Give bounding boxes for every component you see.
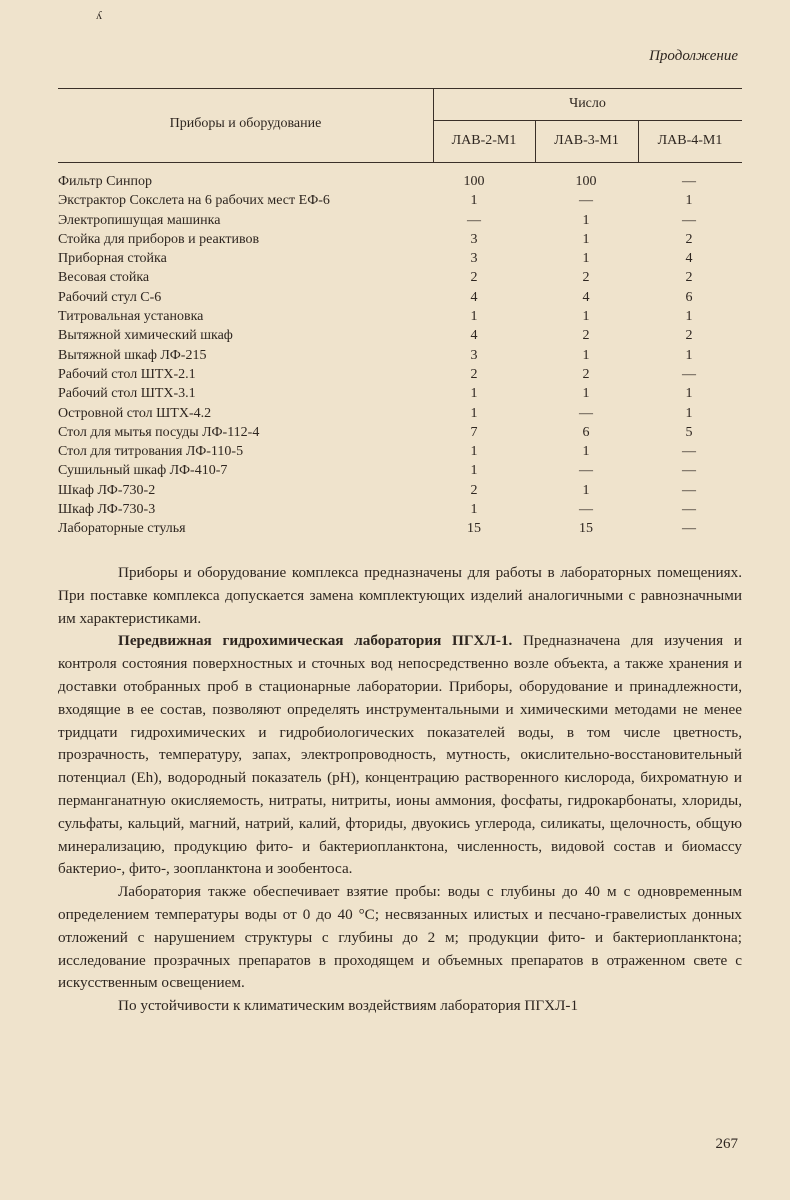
equipment-name: Лабораторные стулья [58, 521, 186, 537]
table-header-bottom-rule [58, 162, 742, 163]
table-row [58, 172, 742, 191]
corner-mark: ʎ [96, 8, 102, 22]
equipment-name: Стол для мытья посуды ЛФ-112-4 [58, 424, 260, 440]
equipment-name: Фильтр Синпор [58, 174, 152, 189]
equipment-name: Сушильный шкаф ЛФ-410-7 [58, 463, 228, 479]
count-cell: 1 [470, 193, 478, 209]
equipment-table-body [58, 172, 742, 539]
table-row [58, 442, 742, 461]
table-header-lav3: ЛАВ-3-М1 [554, 133, 619, 148]
count-cell: 6 [685, 289, 693, 305]
equipment-name: Приборная стойка [58, 251, 167, 267]
count-cell: — [579, 193, 593, 209]
table-header-equipment: Приборы и оборудование [169, 116, 322, 131]
count-cell: 100 [463, 174, 485, 189]
table-row [58, 384, 742, 403]
count-cell: — [467, 212, 481, 228]
count-cell: 1 [582, 212, 590, 228]
count-cell: 1 [685, 386, 693, 402]
count-cell: 1 [685, 405, 693, 421]
count-cell: — [682, 521, 696, 537]
table-row [58, 211, 742, 230]
count-cell: 1 [582, 231, 590, 247]
paragraph: Приборы и оборудование комплекса предназначены для работы в лабораторных помещениях. При поставке комплекса допускается замена комплектующих изделий аналогичными с равнозначными им характеристиками. [58, 564, 742, 627]
count-cell: — [682, 482, 696, 498]
count-cell: 5 [685, 424, 693, 440]
count-cell: 2 [470, 482, 478, 498]
count-cell: 3 [470, 231, 478, 247]
table-row [58, 288, 742, 307]
count-cell: 1 [582, 386, 590, 402]
equipment-name: Вытяжной шкаф ЛФ-215 [58, 347, 207, 363]
count-cell: 2 [685, 231, 693, 247]
table-row [58, 404, 742, 423]
continued-label: Продолжение [649, 48, 738, 64]
paragraph [58, 630, 742, 881]
table-row [58, 307, 742, 326]
count-cell: 1 [470, 405, 478, 421]
count-cell: 1 [685, 193, 693, 209]
table-row [58, 481, 742, 500]
count-cell: 4 [470, 328, 478, 344]
count-cell: 1 [470, 463, 478, 479]
count-cell: 1 [470, 444, 478, 460]
section-heading: Передвижная гидрохимическая лаборатория ПГХЛ-1. [118, 632, 513, 650]
equipment-name: Стол для титрования ЛФ-110-5 [58, 444, 244, 460]
count-cell: 6 [582, 424, 590, 440]
body-text [58, 562, 742, 1018]
count-cell: 4 [685, 251, 693, 267]
count-cell: 1 [582, 251, 590, 267]
group-header-rule [433, 120, 742, 121]
table-row [58, 423, 742, 442]
table-row [58, 268, 742, 287]
table-row [58, 191, 742, 210]
count-cell: 4 [470, 289, 478, 305]
equipment-name: Рабочий стул С-6 [58, 289, 162, 305]
equipment-name: Экстрактор Сокслета на 6 рабочих мест ЕФ-6 [58, 193, 330, 209]
paragraph: Лаборатория также обеспечивает взятие пробы: воды с глубины до 40 м с одновременным определением температуры воды от 0 до 40 °С; несвязанных илистых и песчано-гравелистых донных отложений с нарушением структуры с глубины до 2 м; продукции фито- и бактериопланктона; исследование прозрачных препаратов в проходящем и объемных препаратов в отраженном свете с искусственным освещением. [58, 883, 742, 992]
table-row [58, 519, 742, 538]
count-cell: 1 [685, 309, 693, 325]
count-cell: 15 [579, 521, 593, 537]
page-number: 267 [715, 1136, 738, 1152]
count-cell: 7 [470, 424, 478, 440]
count-cell: 4 [582, 289, 590, 305]
equipment-name: Рабочий стол ШТХ-3.1 [58, 386, 196, 402]
count-cell: — [579, 405, 593, 421]
count-cell: 1 [582, 347, 590, 363]
table-header-lav4: ЛАВ-4-М1 [657, 133, 723, 148]
count-cell: 1 [470, 386, 478, 402]
table-row [58, 500, 742, 519]
count-cell: 1 [582, 444, 590, 460]
count-cell: — [682, 444, 696, 460]
table-header-count: Число [569, 96, 606, 111]
count-cell: 2 [470, 270, 478, 286]
count-cell: — [682, 502, 696, 518]
equipment-name: Рабочий стол ШТХ-2.1 [58, 366, 196, 382]
equipment-name: Стойка для приборов и реактивов [58, 231, 260, 247]
count-cell: 2 [582, 270, 590, 286]
equipment-name: Вытяжной химический шкаф [58, 328, 233, 344]
table-row [58, 365, 742, 384]
table-row [58, 461, 742, 480]
count-cell: — [579, 463, 593, 479]
equipment-name: Электропишущая машинка [58, 212, 221, 228]
table-row [58, 346, 742, 365]
count-cell: 2 [470, 366, 478, 382]
count-cell: 1 [582, 309, 590, 325]
count-cell: 2 [582, 366, 590, 382]
equipment-name: Весовая стойка [58, 270, 150, 286]
count-cell: 1 [470, 502, 478, 518]
equipment-name: Шкаф ЛФ-730-2 [58, 482, 156, 498]
count-cell: — [682, 366, 696, 382]
equipment-name: Титровальная установка [58, 309, 204, 325]
table-row [58, 326, 742, 345]
count-cell: — [682, 174, 696, 189]
count-cell: 2 [685, 328, 693, 344]
count-cell: 1 [470, 309, 478, 325]
count-cell: 3 [470, 251, 478, 267]
equipment-name: Островной стол ШТХ-4.2 [58, 405, 212, 421]
count-cell: 2 [582, 328, 590, 344]
count-cell: 1 [685, 347, 693, 363]
table-header-lav2: ЛАВ-2-М1 [451, 133, 517, 148]
equipment-name: Шкаф ЛФ-730-3 [58, 502, 156, 518]
count-cell: 15 [467, 521, 481, 537]
count-cell: 3 [470, 347, 478, 363]
count-cell: — [682, 463, 696, 479]
table-top-rule [58, 88, 742, 89]
paragraph-text: Предназначена для изучения и контроля состояния поверхностных и сточных вод непосредственно возле объекта, а также хранения и доставки отобранных проб в стационарные лаборатории. Приборы, оборудование и принадлежности, входящие в ее состав, позволяют определять инструментальными и химическими методами не менее тридцати гидрохимических и гидробиологических показателей воды, в том числе цветность, прозрачность, температуру, запах, электропроводность, мутность, окислительно-восстановительный потенциал (Eh), водородный показатель (pH), концентрацию растворенного кислорода, бихроматную и перманганатную окисляемость, нитраты, нитриты, ионы аммония, фосфаты, гидрокарбонаты, хлориды, сульфаты, кальций, магний, натрий, калий, фториды, двуокись углерода, силикаты, щелочность, общую минерализацию, продукцию фито- и бактериопланктона, численность, видовой состав и биомассу бактерио-, фито-, зоопланктона и зообентоса. [58, 632, 742, 878]
count-cell: 1 [582, 482, 590, 498]
table-row [58, 230, 742, 249]
count-cell: — [579, 502, 593, 518]
count-cell: 2 [685, 270, 693, 286]
table-row [58, 249, 742, 268]
count-cell: 100 [575, 174, 597, 189]
paragraph: По устойчивости к климатическим воздействиям лаборатория ПГХЛ-1 [118, 997, 579, 1015]
count-cell: — [682, 212, 696, 228]
